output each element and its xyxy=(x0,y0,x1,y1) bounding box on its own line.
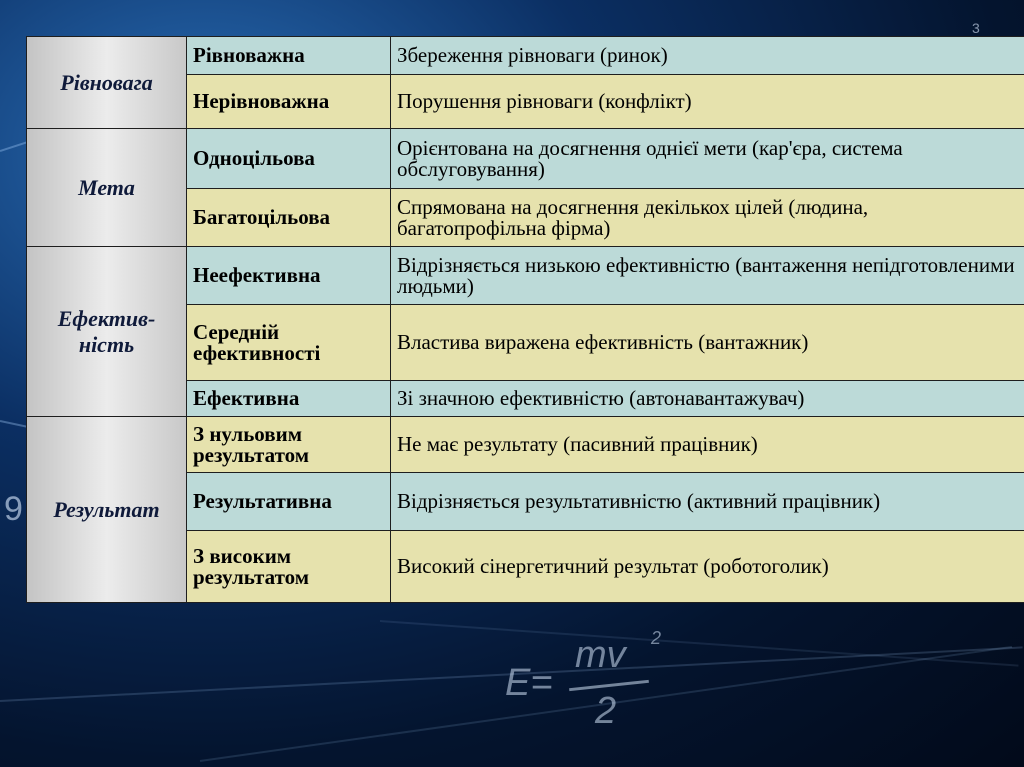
table-row xyxy=(27,37,1024,75)
type-cell: Рівноважна xyxy=(187,37,391,75)
type-cell: З високим результатом xyxy=(187,531,391,603)
description-cell: Порушення рівноваги (конфлікт) xyxy=(391,75,1024,129)
category-cell: Мета xyxy=(27,129,187,247)
description-cell: Відрізняється результативністю (активний працівник) xyxy=(391,473,1024,531)
formula-lhs: E= xyxy=(505,662,553,704)
category-cell: Рівновага xyxy=(27,37,187,129)
type-cell: З нульовим результатом xyxy=(187,417,391,473)
classification-table xyxy=(26,36,1024,603)
type-cell: Неефективна xyxy=(187,247,391,305)
description-cell: Спрямована на досягнення декількох цілей (людина, багатопрофільна фірма) xyxy=(391,189,1024,247)
description-cell: Збереження рівноваги (ринок) xyxy=(391,37,1024,75)
table-row xyxy=(27,129,1024,189)
type-cell: Ефективна xyxy=(187,381,391,417)
background-streak xyxy=(380,620,1019,667)
description-cell: Високий сінергетичний результат (роботоголик) xyxy=(391,531,1024,603)
category-label: Ефектив-ність xyxy=(57,305,156,357)
description-cell: Зі значною ефективністю (автонавантажувач) xyxy=(391,381,1024,417)
formula-numerator: mv xyxy=(575,634,626,676)
category-cell: Результат xyxy=(27,417,187,603)
type-cell: Одноцільова xyxy=(187,129,391,189)
description-cell: Орієнтована на досягнення однієї мети (кар'єра, система обслуговування) xyxy=(391,129,1024,189)
description-cell: Не має результату (пасивний працівник) xyxy=(391,417,1024,473)
type-cell: Багатоцільова xyxy=(187,189,391,247)
type-cell: Результативна xyxy=(187,473,391,531)
category-cell xyxy=(27,247,187,417)
formula-denominator: 2 xyxy=(595,690,617,732)
type-cell: Нерівноважна xyxy=(187,75,391,129)
description-cell: Властива виражена ефективність (вантажник) xyxy=(391,305,1024,381)
type-cell: Середній ефективності xyxy=(187,305,391,381)
description-cell: Відрізняється низькою ефективністю (вантаження непідготовленими людьми) xyxy=(391,247,1024,305)
background-glyph: 3 xyxy=(972,20,980,36)
table-row xyxy=(27,417,1024,473)
table-row xyxy=(27,247,1024,305)
formula-exponent: 2 xyxy=(651,628,662,648)
background-glyph: 9 xyxy=(4,490,23,528)
